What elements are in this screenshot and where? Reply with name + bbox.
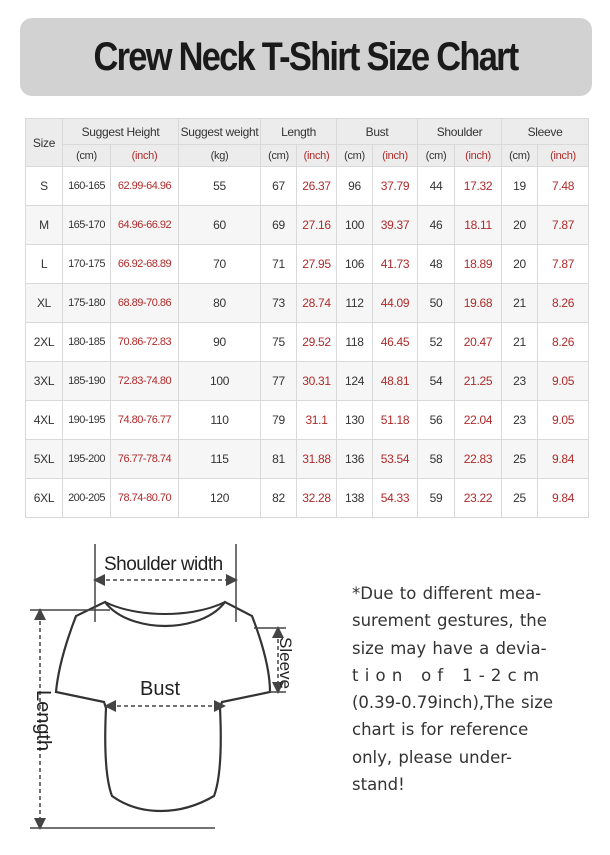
length-cm-cell: 71 <box>261 245 297 284</box>
sleeve-inch-cell: 8.26 <box>538 323 589 362</box>
sleeve-cm-cell: 20 <box>502 206 538 245</box>
table-row <box>26 323 589 362</box>
size-cell: 4XL <box>26 401 63 440</box>
sleeve-inch-cell: 9.05 <box>538 362 589 401</box>
header-row <box>26 119 589 145</box>
height-cm-cell: 175-180 <box>63 284 111 323</box>
height-inch-cell: 74.80-76.77 <box>111 401 179 440</box>
unit-length-cm: (cm) <box>261 145 297 167</box>
shoulder-inch-cell: 18.11 <box>455 206 502 245</box>
sleeve-cm-cell: 25 <box>502 479 538 518</box>
table-body <box>26 167 589 518</box>
bust-inch-cell: 53.54 <box>373 440 418 479</box>
unit-sleeve-cm: (cm) <box>502 145 538 167</box>
weight-cell: 70 <box>179 245 261 284</box>
bust-inch-cell: 41.73 <box>373 245 418 284</box>
table-row <box>26 440 589 479</box>
shoulder-inch-cell: 21.25 <box>455 362 502 401</box>
note-line: *Due to different mea- <box>352 584 542 603</box>
measurement-note <box>352 580 574 798</box>
height-inch-cell: 76.77-78.74 <box>111 440 179 479</box>
height-inch-cell: 62.99-64.96 <box>111 167 179 206</box>
height-cm-cell: 165-170 <box>63 206 111 245</box>
sleeve-cm-cell: 19 <box>502 167 538 206</box>
length-cm-cell: 81 <box>261 440 297 479</box>
sleeve-cm-cell: 21 <box>502 323 538 362</box>
unit-shoulder-inch: (inch) <box>455 145 502 167</box>
size-cell: S <box>26 167 63 206</box>
sleeve-inch-cell: 7.87 <box>538 245 589 284</box>
shoulder-inch-cell: 20.47 <box>455 323 502 362</box>
note-line: t i o n o f 1 - 2 c m <box>352 665 540 685</box>
length-inch-cell: 29.52 <box>297 323 337 362</box>
bust-cm-cell: 96 <box>337 167 373 206</box>
size-cell: 6XL <box>26 479 63 518</box>
shoulder-inch-cell: 18.89 <box>455 245 502 284</box>
shoulder-cm-cell: 52 <box>418 323 455 362</box>
page-title: Crew Neck T-Shirt Size Chart <box>93 34 519 79</box>
size-cell: 3XL <box>26 362 63 401</box>
sleeve-cm-cell: 20 <box>502 245 538 284</box>
height-cm-cell: 200-205 <box>63 479 111 518</box>
size-cell: 2XL <box>26 323 63 362</box>
weight-cell: 120 <box>179 479 261 518</box>
shoulder-cm-cell: 50 <box>418 284 455 323</box>
sleeve-inch-cell: 9.84 <box>538 440 589 479</box>
sleeve-cm-cell: 23 <box>502 401 538 440</box>
weight-cell: 55 <box>179 167 261 206</box>
bust-inch-cell: 39.37 <box>373 206 418 245</box>
length-inch-cell: 31.88 <box>297 440 337 479</box>
sleeve-cm-cell: 23 <box>502 362 538 401</box>
unit-height-inch: (inch) <box>111 145 179 167</box>
length-inch-cell: 27.95 <box>297 245 337 284</box>
sleeve-cm-cell: 25 <box>502 440 538 479</box>
bust-cm-cell: 130 <box>337 401 373 440</box>
sleeve-cm-cell: 21 <box>502 284 538 323</box>
header-sleeve: Sleeve <box>502 119 589 145</box>
note-line: chart is for reference <box>352 720 529 740</box>
length-cm-cell: 73 <box>261 284 297 323</box>
height-inch-cell: 78.74-80.70 <box>111 479 179 518</box>
table-row <box>26 167 589 206</box>
weight-cell: 80 <box>179 284 261 323</box>
shoulder-cm-cell: 44 <box>418 167 455 206</box>
length-label: Length <box>32 690 54 752</box>
length-cm-cell: 82 <box>261 479 297 518</box>
table-row <box>26 401 589 440</box>
unit-shoulder-cm: (cm) <box>418 145 455 167</box>
length-cm-cell: 75 <box>261 323 297 362</box>
shoulder-cm-cell: 59 <box>418 479 455 518</box>
height-cm-cell: 190-195 <box>63 401 111 440</box>
height-inch-cell: 70.86-72.83 <box>111 323 179 362</box>
bust-cm-cell: 138 <box>337 479 373 518</box>
shoulder-cm-cell: 46 <box>418 206 455 245</box>
table-row <box>26 479 589 518</box>
shoulder-inch-cell: 19.68 <box>455 284 502 323</box>
length-inch-cell: 31.1 <box>297 401 337 440</box>
height-inch-cell: 64.96-66.92 <box>111 206 179 245</box>
shoulder-cm-cell: 48 <box>418 245 455 284</box>
size-cell: XL <box>26 284 63 323</box>
bust-inch-cell: 54.33 <box>373 479 418 518</box>
unit-bust-inch: (inch) <box>373 145 418 167</box>
note-line: (0.39-0.79inch),The size <box>352 693 554 713</box>
unit-length-inch: (inch) <box>297 145 337 167</box>
shoulder-inch-cell: 22.83 <box>455 440 502 479</box>
size-cell: M <box>26 206 63 245</box>
shoulder-cm-cell: 58 <box>418 440 455 479</box>
note-line: size may have a devia- <box>352 638 547 658</box>
shoulder-width-label: Shoulder width <box>104 554 223 575</box>
height-inch-cell: 66.92-68.89 <box>111 245 179 284</box>
header-bust: Bust <box>337 119 418 145</box>
shoulder-inch-cell: 22.04 <box>455 401 502 440</box>
sleeve-inch-cell: 7.48 <box>538 167 589 206</box>
length-cm-cell: 67 <box>261 167 297 206</box>
height-inch-cell: 72.83-74.80 <box>111 362 179 401</box>
weight-cell: 90 <box>179 323 261 362</box>
note-line: surement gestures, the <box>352 611 547 631</box>
bust-cm-cell: 124 <box>337 362 373 401</box>
length-inch-cell: 32.28 <box>297 479 337 518</box>
length-inch-cell: 28.74 <box>297 284 337 323</box>
shoulder-cm-cell: 56 <box>418 401 455 440</box>
length-cm-cell: 77 <box>261 362 297 401</box>
bust-cm-cell: 118 <box>337 323 373 362</box>
length-inch-cell: 27.16 <box>297 206 337 245</box>
header-shoulder: Shoulder <box>418 119 502 145</box>
weight-cell: 100 <box>179 362 261 401</box>
height-cm-cell: 185-190 <box>63 362 111 401</box>
weight-cell: 110 <box>179 401 261 440</box>
sleeve-inch-cell: 7.87 <box>538 206 589 245</box>
header-weight: Suggest weight <box>179 119 261 145</box>
size-cell: 5XL <box>26 440 63 479</box>
weight-cell: 60 <box>179 206 261 245</box>
length-cm-cell: 79 <box>261 401 297 440</box>
header-length: Length <box>261 119 337 145</box>
size-table <box>25 118 589 518</box>
height-cm-cell: 160-165 <box>63 167 111 206</box>
shoulder-inch-cell: 23.22 <box>455 479 502 518</box>
header-height: Suggest Height <box>63 119 179 145</box>
weight-cell: 115 <box>179 440 261 479</box>
length-inch-cell: 26.37 <box>297 167 337 206</box>
sleeve-inch-cell: 9.05 <box>538 401 589 440</box>
tshirt-collar <box>105 602 225 614</box>
bust-inch-cell: 51.18 <box>373 401 418 440</box>
bust-cm-cell: 112 <box>337 284 373 323</box>
size-cell: L <box>26 245 63 284</box>
note-line: stand! <box>352 775 405 795</box>
bust-inch-cell: 44.09 <box>373 284 418 323</box>
unit-bust-cm: (cm) <box>337 145 373 167</box>
unit-sleeve-inch: (inch) <box>538 145 589 167</box>
sleeve-inch-cell: 8.26 <box>538 284 589 323</box>
title-banner <box>20 18 592 96</box>
unit-weight-kg: (kg) <box>179 145 261 167</box>
length-inch-cell: 30.31 <box>297 362 337 401</box>
bust-cm-cell: 100 <box>337 206 373 245</box>
note-line: only, please under- <box>352 747 512 767</box>
height-cm-cell: 180-185 <box>63 323 111 362</box>
height-inch-cell: 68.89-70.86 <box>111 284 179 323</box>
bust-inch-cell: 37.79 <box>373 167 418 206</box>
bust-inch-cell: 48.81 <box>373 362 418 401</box>
bust-cm-cell: 136 <box>337 440 373 479</box>
bust-label: Bust <box>140 678 181 700</box>
sleeve-inch-cell: 9.84 <box>538 479 589 518</box>
bust-inch-cell: 46.45 <box>373 323 418 362</box>
unit-height-cm: (cm) <box>63 145 111 167</box>
units-row <box>26 145 589 167</box>
tshirt-diagram <box>0 530 330 850</box>
table-row <box>26 284 589 323</box>
shoulder-cm-cell: 54 <box>418 362 455 401</box>
bust-cm-cell: 106 <box>337 245 373 284</box>
height-cm-cell: 170-175 <box>63 245 111 284</box>
length-cm-cell: 69 <box>261 206 297 245</box>
table-row <box>26 206 589 245</box>
header-size: Size <box>26 119 63 167</box>
table-row <box>26 245 589 284</box>
height-cm-cell: 195-200 <box>63 440 111 479</box>
table-row <box>26 362 589 401</box>
shoulder-inch-cell: 17.32 <box>455 167 502 206</box>
sleeve-label: Sleeve <box>276 637 295 689</box>
